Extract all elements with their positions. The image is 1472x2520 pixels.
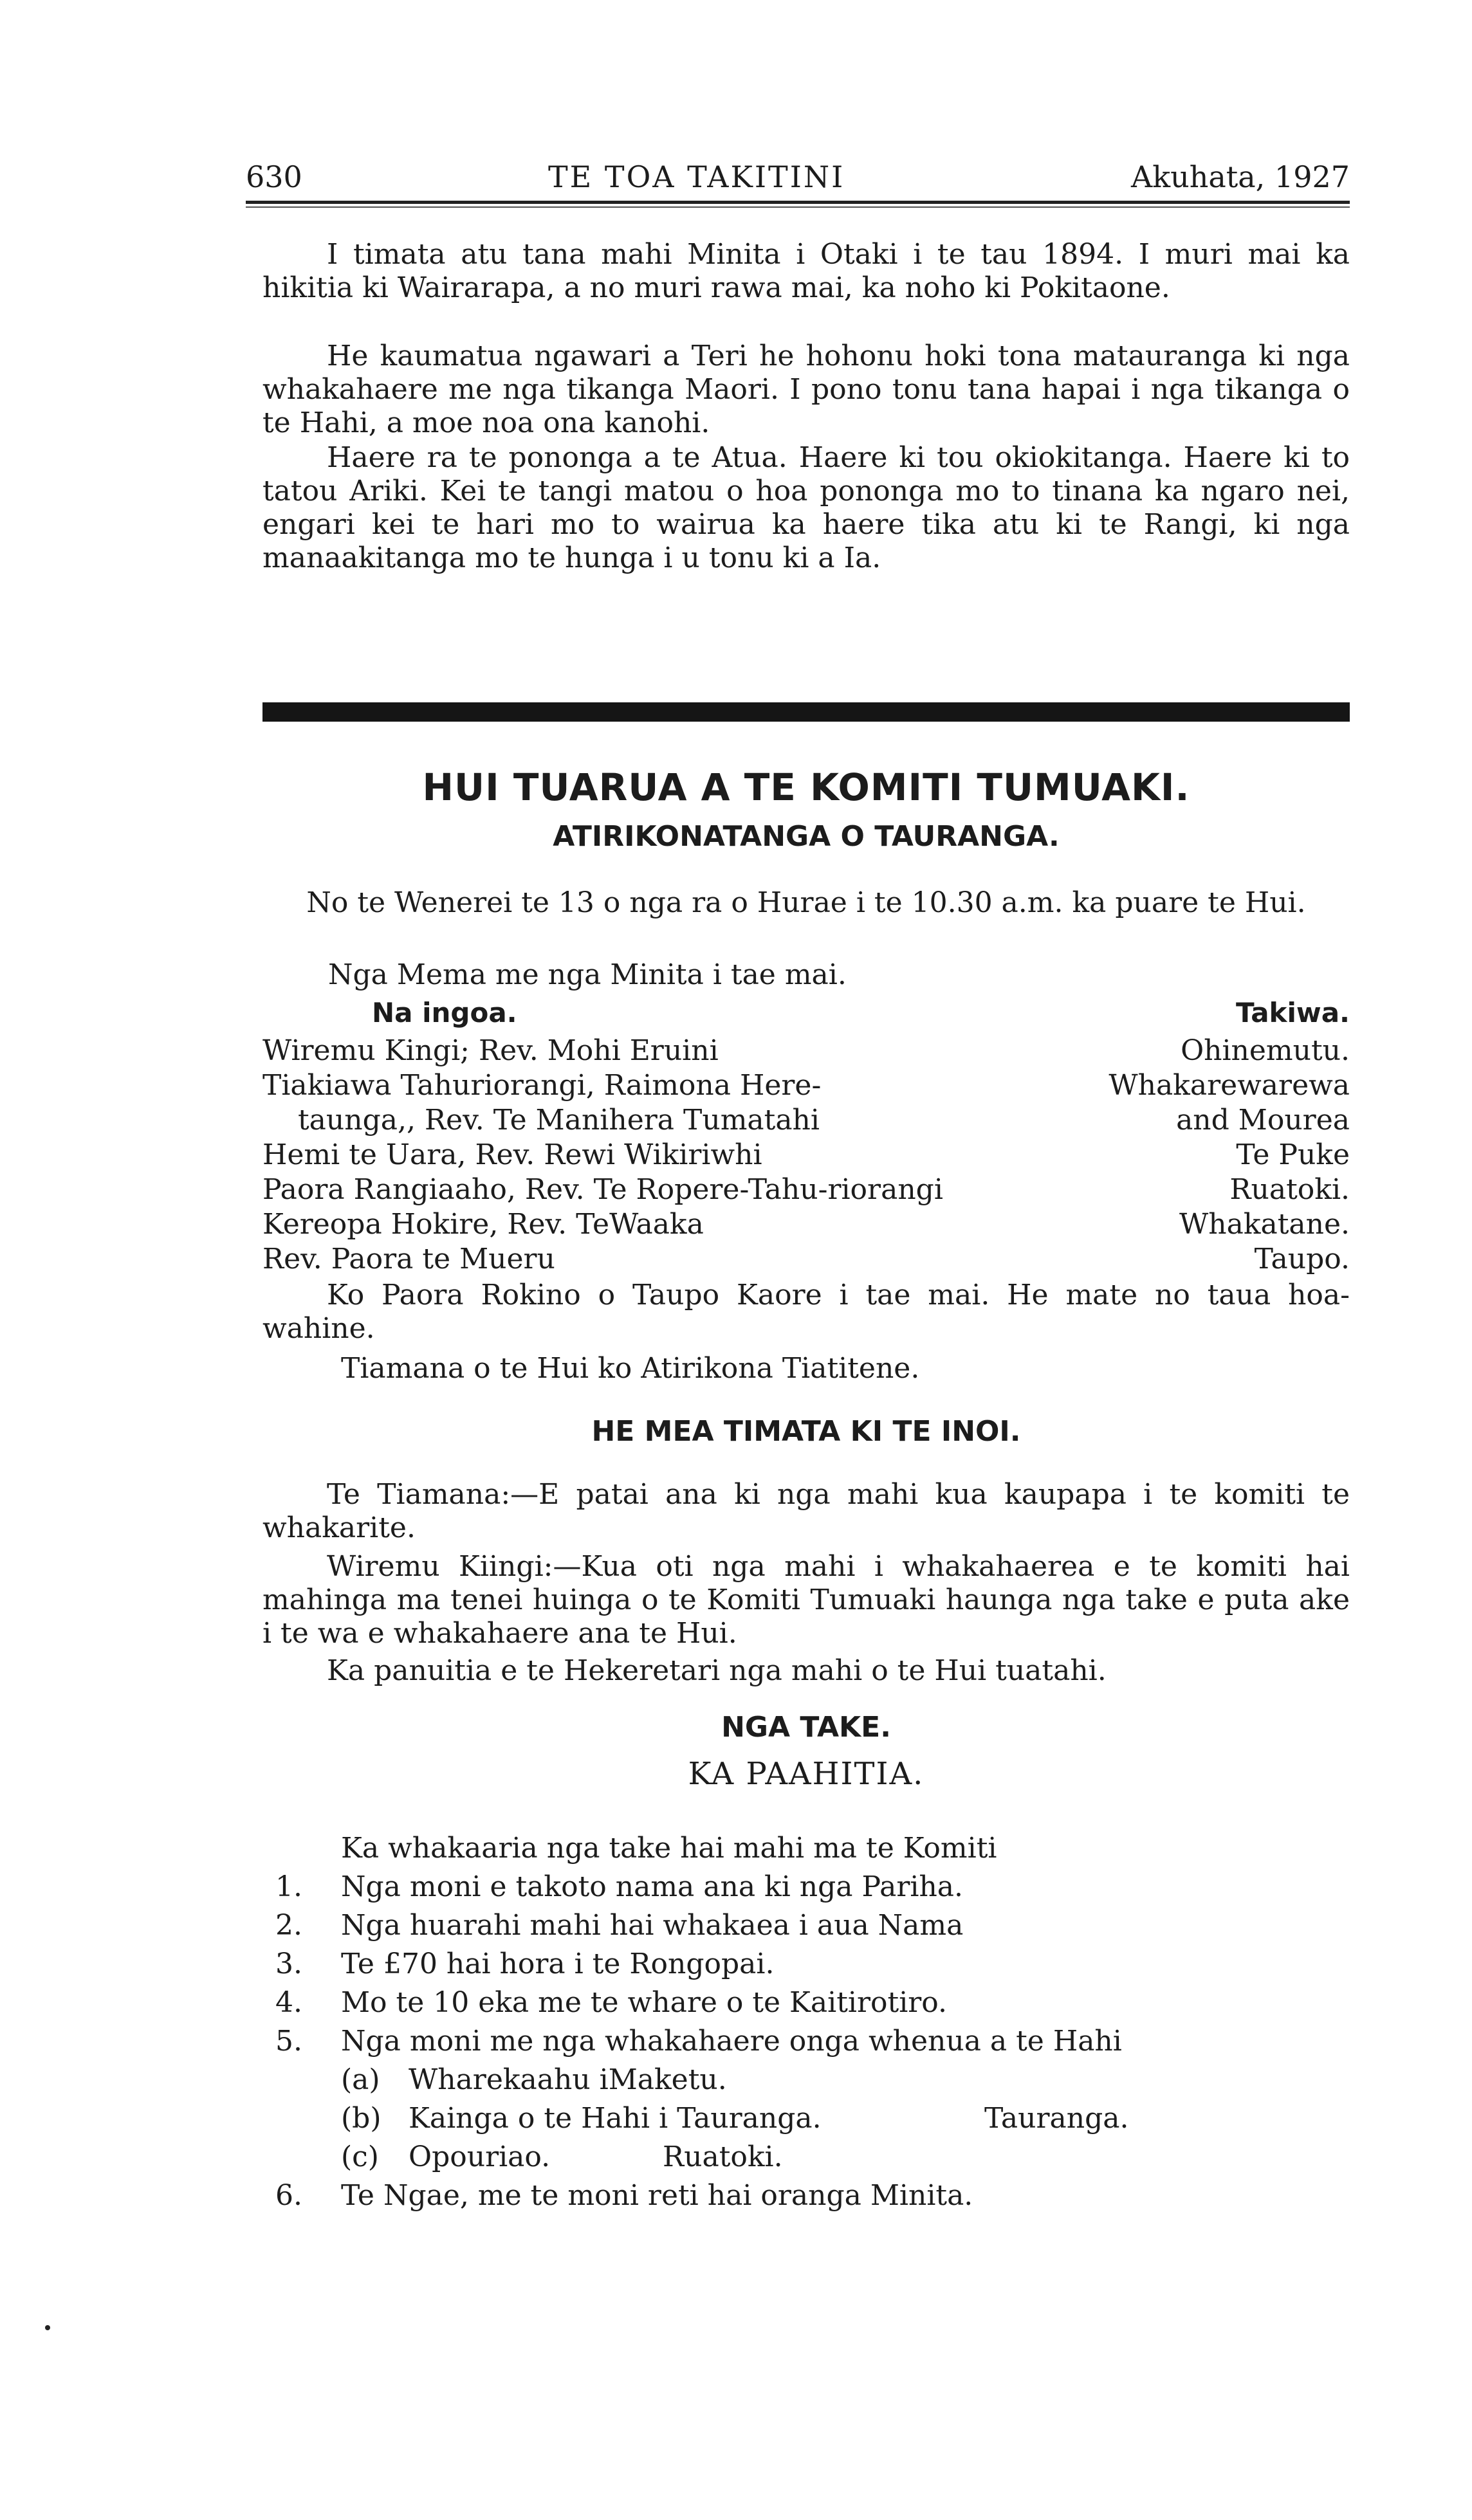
section-divider [262,702,1350,722]
list-item: Te £70 hai hora i te Rongopai. [341,1948,775,1980]
attendee-names: Hemi te Uara, Rev. Rewi Wikiriwhi [262,1138,762,1171]
attendee-row [262,1069,1350,1105]
sub-item: Wharekaahu iMaketu. [409,2063,727,2096]
attendee-names: Rev. Paora te Mueru [262,1243,555,1275]
list-item-number: 5. [275,2025,302,2058]
header-rule [246,201,1350,204]
list-item-number: 2. [275,1909,302,1942]
business-subheading: KA PAAHITIA. [688,1756,925,1792]
prayer-heading: HE MEA TIMATA KI TE INOI. [591,1415,1021,1448]
paragraph: I timata atu tana mahi Minita i Otaki i te tau 1894. I muri mai ka hikitia ki Wairarapa, a no muri rawa mai, ka noho ki Pokitaone. [262,238,1350,304]
sub-item-place: Tauranga. [984,2102,1129,2135]
meeting-title: HUI TUARUA A TE KOMITI TUMUAKI. [422,765,1190,809]
list-item: Nga huarahi mahi hai whakaea i aua Nama [341,1909,964,1942]
paragraph: Ka panuitia e te Hekeretari nga mahi o te Hui tuatahi. [327,1654,1107,1687]
prayer-text [262,1478,1350,1688]
column-heading-names: Na ingoa. [372,997,517,1028]
sub-item-label: (a) [341,2063,380,2096]
attendee-place: Whakarewarewa [1109,1069,1350,1102]
meeting-opening [262,886,1350,920]
page-number: 630 [246,160,302,194]
attendee-row [262,1104,1350,1140]
list-item: Nga moni me nga whakahaere onga whenua a te Hahi [341,2025,1122,2058]
paragraph: Haere ra te pononga a te Atua. Haere ki tou okiokitanga. Haere ki to tatou Ariki. Kei te tangi matou o hoa pononga mo to tinana ka ngaro nei, engari kei te hari mo to wairua ka haere tika atu ki te Rangi, ki nga manaakitanga mo te hunga i u tonu ki a Ia. [262,441,1350,574]
attendee-row [262,1243,1350,1279]
list-item-number: 6. [275,2179,302,2212]
members-intro: Nga Mema me nga Minita i tae mai. [328,958,847,991]
list-item-number: 1. [275,1870,302,1903]
attendee-names: Kereopa Hokire, Rev. TeWaaka [262,1208,704,1241]
attendee-place: Ohinemutu. [1181,1034,1350,1067]
attendee-place: Taupo. [1254,1243,1350,1275]
column-heading-places: Takiwa. [1235,997,1350,1028]
attendee-names: Paora Rangiaaho, Rev. Te Ropere-Tahu-riorangi [262,1173,943,1206]
meeting-subtitle: ATIRIKONATANGA O TAURANGA. [553,820,1060,853]
sub-item-label: (b) [341,2102,382,2135]
attendee-place: Whakatane. [1179,1208,1350,1241]
list-item: Nga moni e takoto nama ana ki nga Pariha. [341,1870,964,1903]
attendee-names: Tiakiawa Tahuriorangi, Raimona Here- [262,1069,822,1102]
paragraph: Ko Paora Rokino o Taupo Kaore i tae mai. He mate no taua hoa-wahine. [262,1279,1350,1345]
list-item: Te Ngae, me te moni reti hai oranga Minita. [341,2179,973,2212]
attendee-row [262,1034,1350,1070]
attendee-names: Wiremu Kingi; Rev. Mohi Eruini [262,1034,719,1067]
sub-item-label: (c) [341,2141,379,2173]
attendee-place: Te Puke [1236,1138,1350,1171]
sub-item: Opouriao. [409,2141,551,2173]
paragraph: Wiremu Kiingi:—Kua oti nga mahi i whakahaerea e te komiti hai mahinga ma tenei huinga o te Komiti Tumuaki haunga nga take e puta ake i te wa e whakahaere ana te Hui. [262,1550,1350,1650]
list-item: Mo te 10 eka me te whare o te Kaitirotiro. [341,1986,948,2019]
chairman-line: Tiamana o te Hui ko Atirikona Tiatitene. [341,1352,920,1385]
ink-speck [45,2325,50,2330]
running-header [246,160,1350,198]
list-item-number: 3. [275,1948,302,1980]
header-rule-thin [246,206,1350,208]
attendee-row [262,1173,1350,1209]
business-heading: NGA TAKE. [721,1711,891,1744]
attendee-place: and Mourea [1176,1104,1350,1137]
attendee-row [262,1138,1350,1174]
obituary-text [262,238,1350,575]
opening-line: No te Wenerei te 13 o nga ra o Hurae i te 10.30 a.m. ka puare te Hui. [306,886,1306,919]
attendee-row [262,1208,1350,1244]
attendee-place: Ruatoki. [1229,1173,1350,1206]
absence-note [262,1279,1350,1346]
sub-item-place: Ruatoki. [663,2141,783,2173]
business-intro: Ka whakaaria nga take hai mahi ma te Komiti [341,1832,997,1865]
attendee-names: taunga,, Rev. Te Manihera Tumatahi [298,1104,820,1137]
sub-item: Kainga o te Hahi i Tauranga. [409,2102,822,2135]
paragraph: Te Tiamana:—E patai ana ki nga mahi kua kaupapa i te komiti te whakarite. [262,1478,1350,1544]
list-item-number: 4. [275,1986,302,2019]
journal-title: TE TOA TAKITINI [548,160,845,194]
paragraph: He kaumatua ngawari a Teri he hohonu hoki tona matauranga ki nga whakahaere me nga tikanga Maori. I pono tonu tana hapai i nga tikanga o te Hahi, a moe noa ona kanohi. [262,340,1350,439]
issue-date: Akuhata, 1927 [1131,160,1350,194]
